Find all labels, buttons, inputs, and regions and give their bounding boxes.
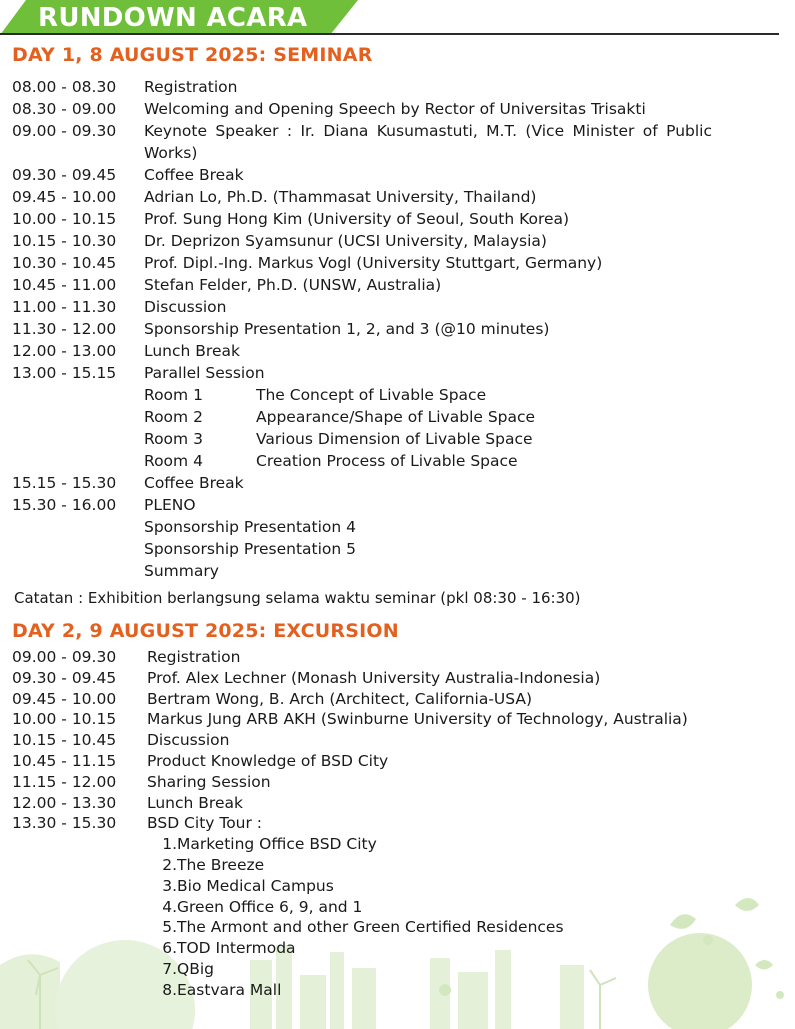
tour-stop: Marketing Office BSD City [177,835,377,854]
list-number: 4. [162,897,177,916]
page-title: RUNDOWN ACARA [38,3,308,33]
time-cell: 09.45 - 10.00 [12,188,117,206]
schedule-row [12,494,712,516]
activity-cell: Sponsorship Presentation 1, 2, and 3 (@10 minutes) [144,320,550,338]
schedule-row [12,730,712,751]
time-cell: 13.30 - 15.30 [12,814,117,833]
parallel-room-row [12,450,712,472]
activity-cell: Discussion [144,298,227,316]
activity-cell: PLENO [144,496,196,514]
parallel-room-row [12,384,712,406]
activity-cell: Dr. Deprizon Syamsunur (UCSI University, Malaysia) [144,232,547,250]
time-cell: 09.30 - 09.45 [12,166,117,184]
activity-cell: Markus Jung ARB AKH (Swinburne University of Technology, Australia) [147,710,688,729]
tour-stop: Bio Medical Campus [177,876,334,895]
list-number: 3. [162,876,177,895]
activity-cell: Sharing Session [147,772,271,791]
time-cell: 12.00 - 13.30 [12,793,117,812]
parallel-room-row [12,428,712,450]
time-cell: 08.30 - 09.00 [12,100,117,118]
room-topic: Creation Process of Livable Space [256,452,518,470]
activity-cell: Adrian Lo, Ph.D. (Thammasat University, Thailand) [144,188,537,206]
time-cell: 11.15 - 12.00 [12,772,117,791]
activity-cell: Welcoming and Opening Speech by Rector of Universitas Trisakti [144,100,646,118]
room-label: Room 3 [144,430,203,448]
list-item [160,834,712,855]
tour-stop: The Armont and other Green Certified Residences [177,918,564,937]
pleno-item: Sponsorship Presentation 4 [144,518,357,536]
schedule-row [12,252,712,274]
day2-heading: DAY 2, 9 AUGUST 2025: EXCURSION [12,620,399,642]
room-label: Room 2 [144,408,203,426]
list-number: 1. [162,835,177,854]
activity-cell: Prof. Sung Hong Kim (University of Seoul, South Korea) [144,210,570,228]
activity-cell: Lunch Break [144,342,240,360]
time-cell: 09.45 - 10.00 [12,689,117,708]
time-cell: 15.30 - 16.00 [12,496,117,514]
time-cell: 10.45 - 11.00 [12,276,117,294]
time-cell: 09.00 - 09.30 [12,122,117,140]
time-cell: 10.00 - 10.15 [12,710,117,729]
schedule-row [12,340,712,362]
activity-cell: Coffee Break [144,474,244,492]
activity-cell: Registration [147,648,241,666]
pleno-item: Sponsorship Presentation 5 [144,540,357,558]
tour-stop: Green Office 6, 9, and 1 [177,897,363,916]
schedule-row [12,164,712,186]
schedule-row [12,186,712,208]
time-cell: 10.45 - 11.15 [12,751,117,770]
schedule-row [12,120,712,164]
tour-stop: TOD Intermoda [177,939,296,958]
exhibition-note: Catatan : Exhibition berlangsung selama waktu seminar (pkl 08:30 - 16:30) [14,589,581,607]
list-number: 8. [162,980,177,999]
activity-cell: Registration [144,78,238,96]
time-cell: 11.30 - 12.00 [12,320,117,338]
schedule-row [12,230,712,252]
activity-cell: Coffee Break [144,166,244,184]
activity-cell: Keynote Speaker : Ir. Diana Kusumastuti, M.T. (Vice Minister of Public Works) [144,122,712,162]
day2-schedule [12,647,712,1001]
activity-cell: Parallel Session [144,364,265,382]
tour-stop: QBig [177,959,214,978]
schedule-row [12,296,712,318]
schedule-row [12,362,712,384]
activity-cell: Bertram Wong, B. Arch (Architect, California-USA) [147,689,533,708]
schedule-row [12,647,712,668]
parallel-room-row [12,406,712,428]
tour-stop: The Breeze [177,855,265,874]
time-cell: 11.00 - 11.30 [12,298,117,316]
day1-heading: DAY 1, 8 AUGUST 2025: SEMINAR [12,44,373,66]
room-label: Room 1 [144,386,203,404]
list-item [160,855,712,876]
time-cell: 09.00 - 09.30 [12,648,117,666]
time-cell: 10.00 - 10.15 [12,210,117,228]
list-item [160,917,712,938]
list-item [160,938,712,959]
activity-cell: BSD City Tour : [147,814,263,833]
list-number: 6. [162,939,177,958]
schedule-row [12,813,712,834]
schedule-row [12,668,712,689]
schedule-row [12,318,712,340]
room-label: Room 4 [144,452,203,470]
list-item [160,876,712,897]
schedule-row [12,208,712,230]
schedule-row [12,793,712,814]
activity-cell: Product Knowledge of BSD City [147,751,389,770]
schedule-row [12,751,712,772]
time-cell: 10.15 - 10.45 [12,731,117,750]
activity-cell: Stefan Felder, Ph.D. (UNSW, Australia) [144,276,442,294]
tour-stop: Eastvara Mall [177,980,282,999]
room-topic: The Concept of Livable Space [256,386,487,404]
room-topic: Various Dimension of Livable Space [256,430,533,448]
time-cell: 13.00 - 15.15 [12,364,117,382]
schedule-row [12,472,712,494]
activity-cell: Prof. Dipl.-Ing. Markus Vogl (University Stuttgart, Germany) [144,254,603,272]
list-number: 5. [162,918,177,937]
list-item [160,959,712,980]
time-cell: 08.00 - 08.30 [12,78,117,96]
time-cell: 10.30 - 10.45 [12,254,117,272]
list-item [160,897,712,918]
time-cell: 12.00 - 13.00 [12,342,117,360]
day1-schedule [12,76,712,582]
list-number: 2. [162,855,177,874]
schedule-row [12,772,712,793]
activity-cell: Discussion [147,731,230,750]
tour-list [12,834,712,1000]
time-cell: 09.30 - 09.45 [12,668,117,687]
list-number: 7. [162,959,177,978]
time-cell: 10.15 - 10.30 [12,232,117,250]
schedule-row [12,274,712,296]
activity-cell: Lunch Break [147,793,243,812]
schedule-row [12,689,712,710]
pleno-item: Summary [144,562,219,580]
activity-cell: Prof. Alex Lechner (Monash University Australia-Indonesia) [147,668,601,687]
header-divider [0,33,779,35]
schedule-row [12,76,712,98]
time-cell: 15.15 - 15.30 [12,474,117,492]
room-topic: Appearance/Shape of Livable Space [256,408,536,426]
schedule-row [12,98,712,120]
schedule-row [12,709,712,730]
list-item [160,980,712,1001]
